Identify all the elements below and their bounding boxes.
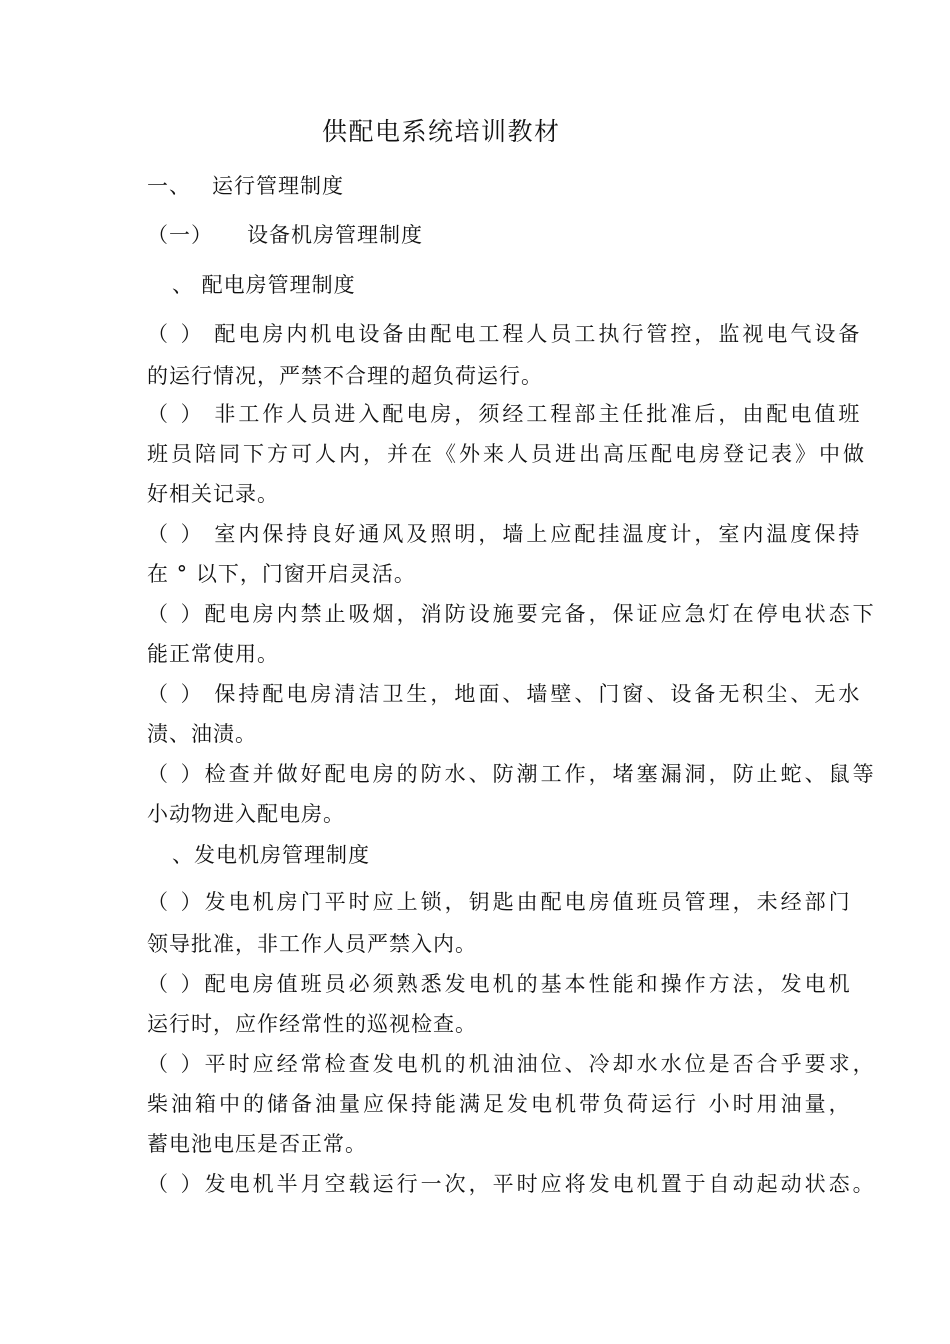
document-title: 供配电系统培训教材 xyxy=(322,117,561,146)
generator-room-heading: 、发电机房管理制度 xyxy=(172,843,370,867)
paragraph-line: （ ） 配电房内机电设备由配电工程人员工执行管控，监视电气设备 xyxy=(147,322,863,346)
paragraph-line: 的运行情况，严禁不合理的超负荷运行。 xyxy=(147,364,543,388)
section-number: 一、 xyxy=(147,174,191,198)
distribution-room-heading: 、 配电房管理制度 xyxy=(172,273,356,297)
paragraph-line: （ ）平时应经常检查发电机的机油油位、冷却水水位是否合乎要求， xyxy=(147,1052,877,1076)
paragraph-line: （ ）配电房内禁止吸烟，消防设施要完备，保证应急灯在停电状态下 xyxy=(147,602,877,626)
paragraph-line: 柴油箱中的储备油量应保持能满足发电机带负荷运行 小时用油量， xyxy=(147,1092,853,1116)
paragraph-line: 好相关记录。 xyxy=(147,482,279,506)
paragraph-line: （ ）发电机半月空载运行一次，平时应将发电机置于自动起动状态。 xyxy=(147,1172,877,1196)
paragraph-line: （ ） 非工作人员进入配电房，须经工程部主任批准后，由配电值班 xyxy=(147,402,863,426)
paragraph-line: （ ）配电房值班员必须熟悉发电机的基本性能和操作方法，发电机 xyxy=(147,972,853,996)
paragraph-line: 运行时，应作经常性的巡视检查。 xyxy=(147,1012,477,1036)
paragraph-line: 渍、油渍。 xyxy=(147,722,257,746)
paragraph-line: 班员陪同下方可人内，并在《外来人员进出高压配电房登记表》中做 xyxy=(147,442,867,466)
paragraph-line: 在 ° 以下，门窗开启灵活。 xyxy=(147,562,416,586)
paragraph-line: （ ）检查并做好配电房的防水、防潮工作，堵塞漏洞，防止蛇、鼠等 xyxy=(147,762,877,786)
paragraph-line: 能正常使用。 xyxy=(147,642,279,666)
paragraph-line: （ ）发电机房门平时应上锁，钥匙由配电房值班员管理，未经部门 xyxy=(147,890,853,914)
section-heading: 运行管理制度 xyxy=(212,174,344,198)
subsection-heading: 设备机房管理制度 xyxy=(247,223,423,247)
paragraph-line: 小动物进入配电房。 xyxy=(147,802,345,826)
paragraph-line: 蓄电池电压是否正常。 xyxy=(147,1132,367,1156)
paragraph-line: （ ） 保持配电房清洁卫生，地面、墙壁、门窗、设备无积尘、无水 xyxy=(147,682,863,706)
paragraph-line: 领导批准，非工作人员严禁入内。 xyxy=(147,932,477,956)
paragraph-line: （ ） 室内保持良好通风及照明，墙上应配挂温度计，室内温度保持 xyxy=(147,522,863,546)
subsection-number: （一） xyxy=(147,223,213,247)
